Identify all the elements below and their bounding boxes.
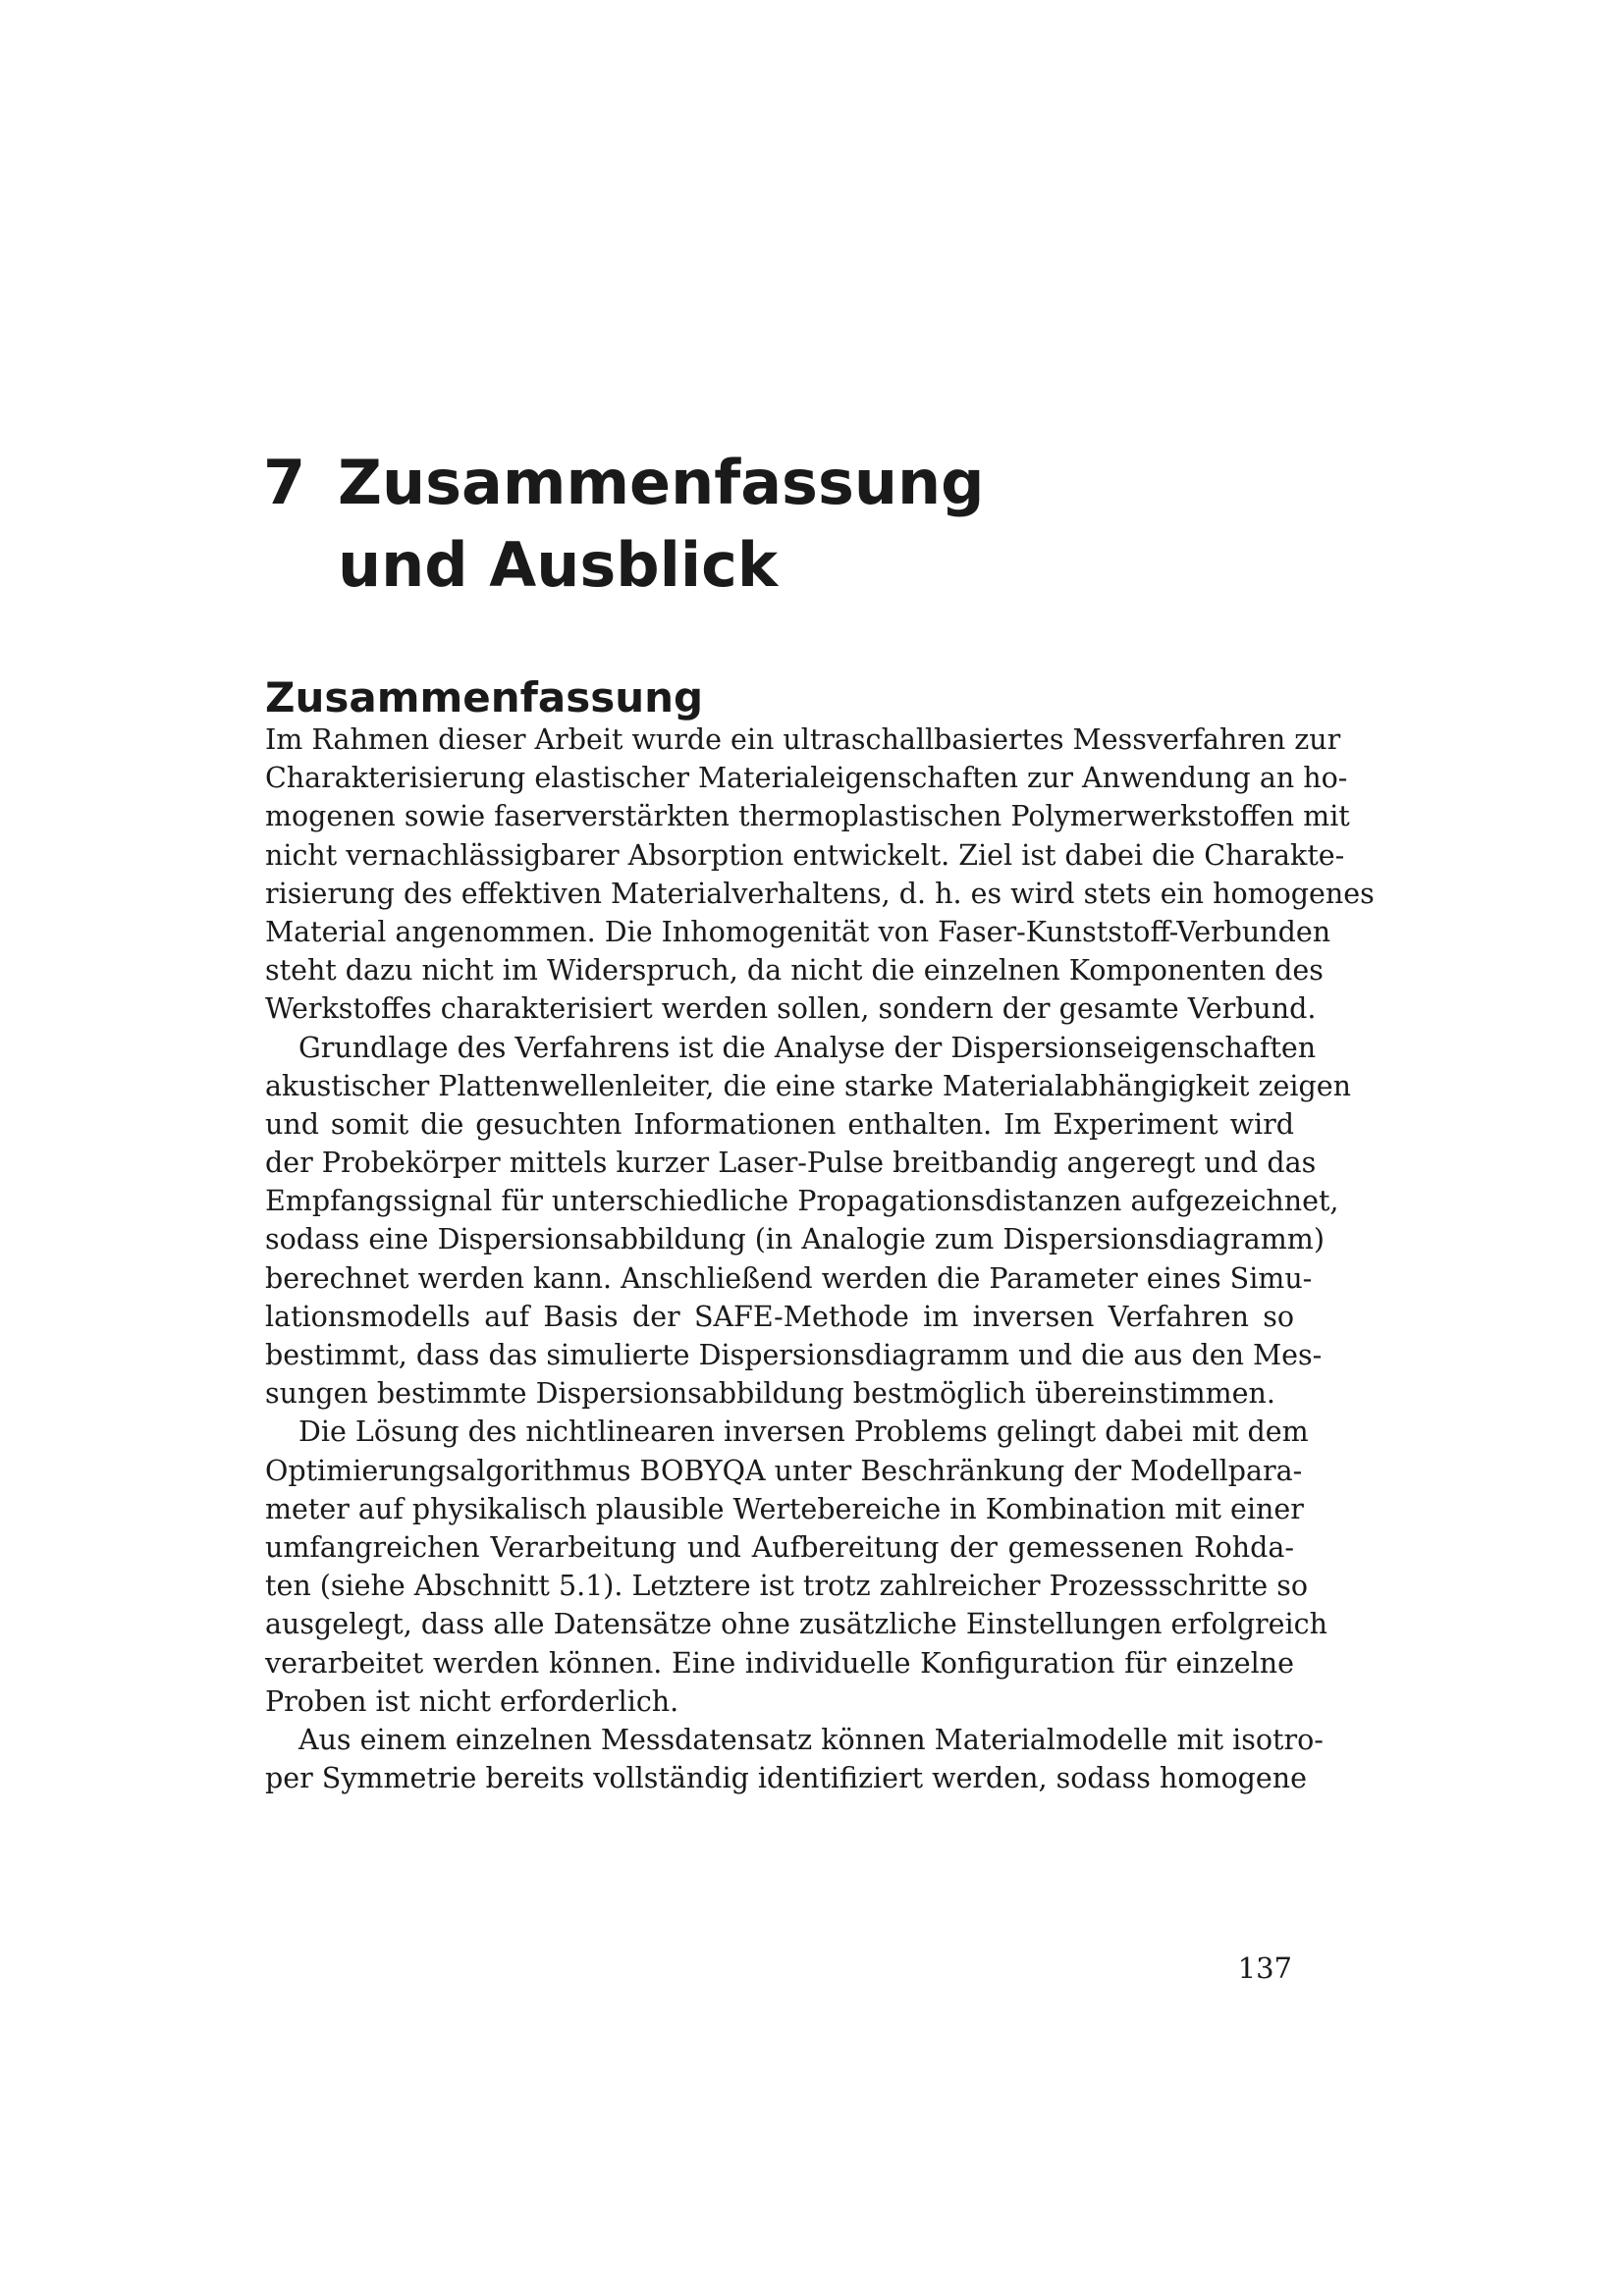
text-line: Die Lösung des nichtlinearen inversen Problems gelingt dabei mit dem: [298, 1415, 1309, 1449]
chapter-title: Zusammenfassung und Ausblick: [338, 446, 985, 601]
text-line: Aus einem einzelnen Messdatensatz können Materialmodelle mit isotro-: [298, 1723, 1324, 1756]
text-line: per Symmetrie bereits vollständig identifiziert werden, sodass homogene: [265, 1762, 1307, 1795]
text-line: lationsmodells auf Basis der SAFE-Methode im inversen Verfahren so: [265, 1300, 1294, 1333]
text-line: verarbeitet werden können. Eine individuelle Konfiguration für einzelne: [265, 1646, 1294, 1680]
page-number: 137: [1237, 1951, 1292, 1985]
text-line: Grundlage des Verfahrens ist die Analyse der Dispersionseigenschaften: [298, 1031, 1317, 1064]
text-line: steht dazu nicht im Widerspruch, da nicht die einzelnen Komponenten des: [265, 954, 1324, 988]
text-line: sodass eine Dispersionsabbildung (in Analogie zum Dispersionsdiagramm): [265, 1223, 1325, 1256]
chapter-heading: [263, 442, 1343, 607]
text-line: meter auf physikalisch plausible Wertebereiche in Kombination mit einer: [265, 1492, 1304, 1525]
text-line: Im Rahmen dieser Arbeit wurde ein ultraschallbasiertes Messverfahren zur: [265, 723, 1341, 756]
text-line: sungen bestimmte Dispersionsabbildung bestmöglich übereinstimmen.: [265, 1377, 1275, 1411]
text-line: Proben ist nicht erforderlich.: [265, 1684, 679, 1718]
text-line: bestimmt, dass das simulierte Dispersionsdiagramm und die aus den Mes-: [265, 1339, 1323, 1371]
chapter-number: 7: [263, 446, 306, 518]
text-line: ten (siehe Abschnitt 5.1). Letztere ist trotz zahlreicher Prozessschritte so: [265, 1570, 1308, 1603]
text-line: Material angenommen. Die Inhomogenität von Faser-Kunststoff-Verbunden: [265, 915, 1331, 948]
text-line: mogenen sowie faserverstärkten thermoplastischen Polymerwerkstoffen mit: [265, 800, 1350, 833]
text-line: akustischer Plattenwellenleiter, die eine starke Materialabhängigkeit zeigen: [265, 1069, 1351, 1102]
section-heading: Zusammenfassung: [265, 672, 704, 721]
text-line: Werkstoffes charakterisiert werden sollen, sondern der gesamte Verbund.: [265, 992, 1317, 1026]
text-line: Empfangssignal für unterschiedliche Propagationsdistanzen aufgezeichnet,: [265, 1185, 1339, 1218]
text-line: berechnet werden kann. Anschließend werden die Parameter eines Simu-: [265, 1261, 1313, 1295]
body-text: [265, 721, 1375, 1797]
text-line: Optimierungsalgorithmus BOBYQA unter Beschränkung der Modellpara-: [265, 1454, 1303, 1487]
text-line: risierung des effektiven Materialverhaltens, d. h. es wird stets ein homogenes: [265, 877, 1375, 910]
text-line: Charakterisierung elastischer Materialeigenschaften zur Anwendung an ho-: [265, 762, 1348, 795]
text-line: umfangreichen Verarbeitung und Aufbereitung der gemessenen Rohda-: [265, 1530, 1294, 1564]
text-line: und somit die gesuchten Informationen enthalten. Im Experiment wird: [265, 1107, 1294, 1141]
text-line: der Probekörper mittels kurzer Laser-Pulse breitbandig angeregt und das: [265, 1147, 1317, 1180]
text-line: nicht vernachlässigbarer Absorption entwickelt. Ziel ist dabei die Charakte-: [265, 838, 1345, 872]
text-line: ausgelegt, dass alle Datensätze ohne zusätzliche Einstellungen erfolgreich: [265, 1608, 1327, 1641]
